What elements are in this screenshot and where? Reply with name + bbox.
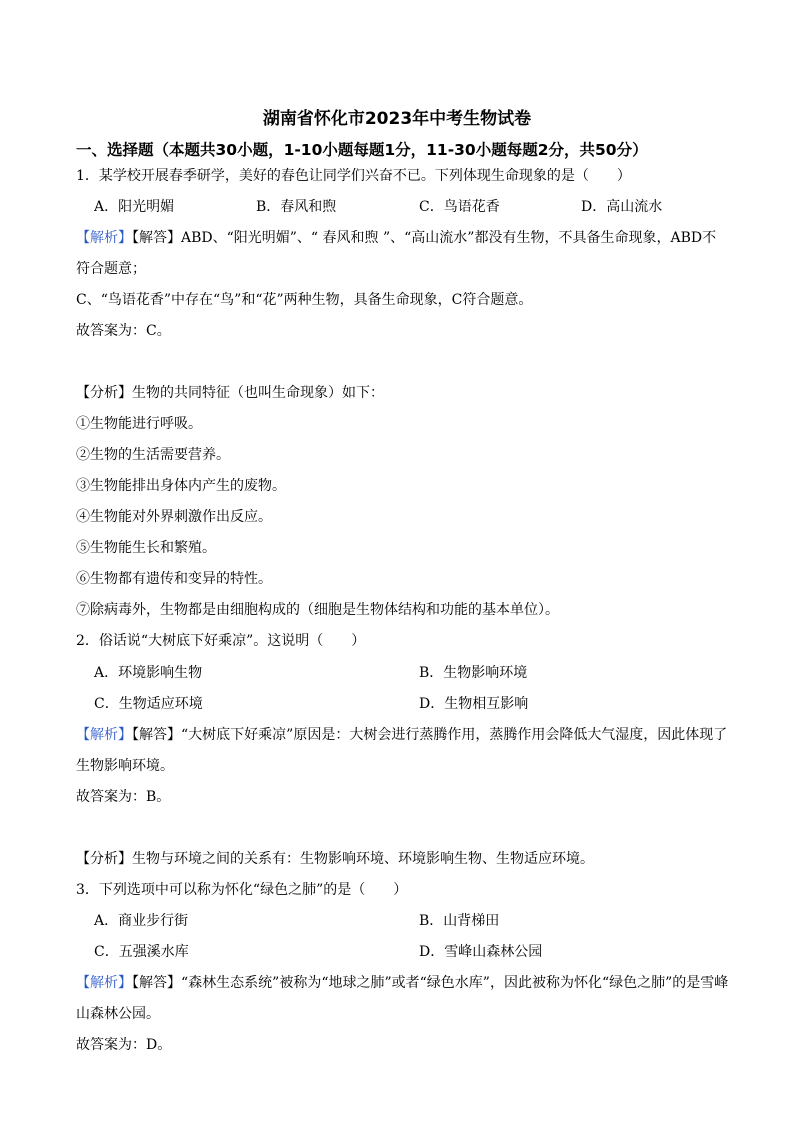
question-1-analysis-line: ⑦除病毒外，生物都是由细胞构成的（细胞是生物体结构和功能的基本单位）。	[76, 602, 559, 618]
question-3-stem: 3．下列选项中可以称为怀化“绿色之肺”的是（ ）	[76, 882, 408, 898]
question-1-solution-line: 【解析】【解答】ABD、“阳光明媚”、“ 春风和煦 ”、“高山流水”都没有生物，不具备生命现象，ABD不	[76, 230, 717, 246]
question-2-solution-line: 生物影响环境。	[76, 758, 174, 774]
question-1-analysis-line: ⑤生物能生长和繁殖。	[76, 540, 216, 556]
question-1-analysis-line: ④生物能对外界刺激作出反应。	[76, 509, 272, 525]
question-2-option-a: A．环境影响生物	[94, 665, 203, 681]
question-2-solution-line: 【解析】【解答】“大树底下好乘凉”原因是：大树会进行蒸腾作用，蒸腾作用会降低大气湿度，因此体现了	[76, 727, 728, 743]
question-1-option-b: B．春风和煦	[256, 199, 337, 215]
question-1-answer: 故答案为：C。	[76, 323, 171, 339]
analysis-tag: 【解析】	[76, 975, 132, 991]
question-1-analysis-line: ③生物能排出身体内产生的废物。	[76, 478, 286, 494]
question-1-analysis-line: ①生物能进行呼吸。	[76, 416, 202, 432]
question-2-option-c: C．生物适应环境	[94, 696, 203, 712]
question-3-option-b: B．山背梯田	[419, 913, 500, 929]
question-1-option-c: C．鸟语花香	[419, 199, 500, 215]
question-1-option-a: A．阳光明媚	[94, 199, 175, 215]
question-1-analysis-line: ②生物的生活需要营养。	[76, 447, 230, 463]
section-heading: 一、选择题（本题共30小题，1-10小题每题1分，11-30小题每题2分，共50分）	[76, 141, 648, 159]
question-1-option-d: D．高山流水	[581, 199, 663, 215]
question-2-stem: 2．俗话说“大树底下好乘凉”。这说明（ ）	[76, 633, 366, 649]
question-3-solution-line: 山森林公园。	[76, 1006, 160, 1022]
question-1-analysis-line: ⑥生物都有遗传和变异的特性。	[76, 571, 272, 587]
question-3-option-d: D．雪峰山森林公园	[419, 944, 543, 960]
analysis-tag: 【解析】	[76, 727, 132, 743]
question-3-solution-line: 【解析】【解答】“森林生态系统”被称为“地球之肺”或者“绿色水库”，因此被称为怀化“绿色之肺”的是雪峰	[76, 975, 729, 991]
analysis-tag: 【解析】	[76, 230, 132, 246]
question-3-option-a: A．商业步行街	[94, 913, 189, 929]
question-1-solution-line: C、“鸟语花香”中存在“鸟”和“花”两种生物，具备生命现象，C符合题意。	[76, 292, 533, 308]
question-3-answer: 故答案为：D。	[76, 1037, 172, 1053]
question-1-stem: 1．某学校开展春季研学，美好的春色让同学们兴奋不已。下列体现生命现象的是（ ）	[76, 168, 631, 184]
page-title: 湖南省怀化市2023年中考生物试卷	[262, 109, 532, 129]
question-2-option-d: D．生物相互影响	[419, 696, 529, 712]
question-1-analysis-line: 【分析】生物的共同特征（也叫生命现象）如下：	[76, 385, 384, 401]
question-3-option-c: C．五强溪水库	[94, 944, 189, 960]
question-2-option-b: B．生物影响环境	[419, 665, 528, 681]
question-1-solution-line: 符合题意；	[76, 261, 146, 277]
question-2-answer: 故答案为：B。	[76, 789, 171, 805]
question-2-analysis-line: 【分析】生物与环境之间的关系有：生物影响环境、环境影响生物、生物适应环境。	[76, 851, 594, 867]
